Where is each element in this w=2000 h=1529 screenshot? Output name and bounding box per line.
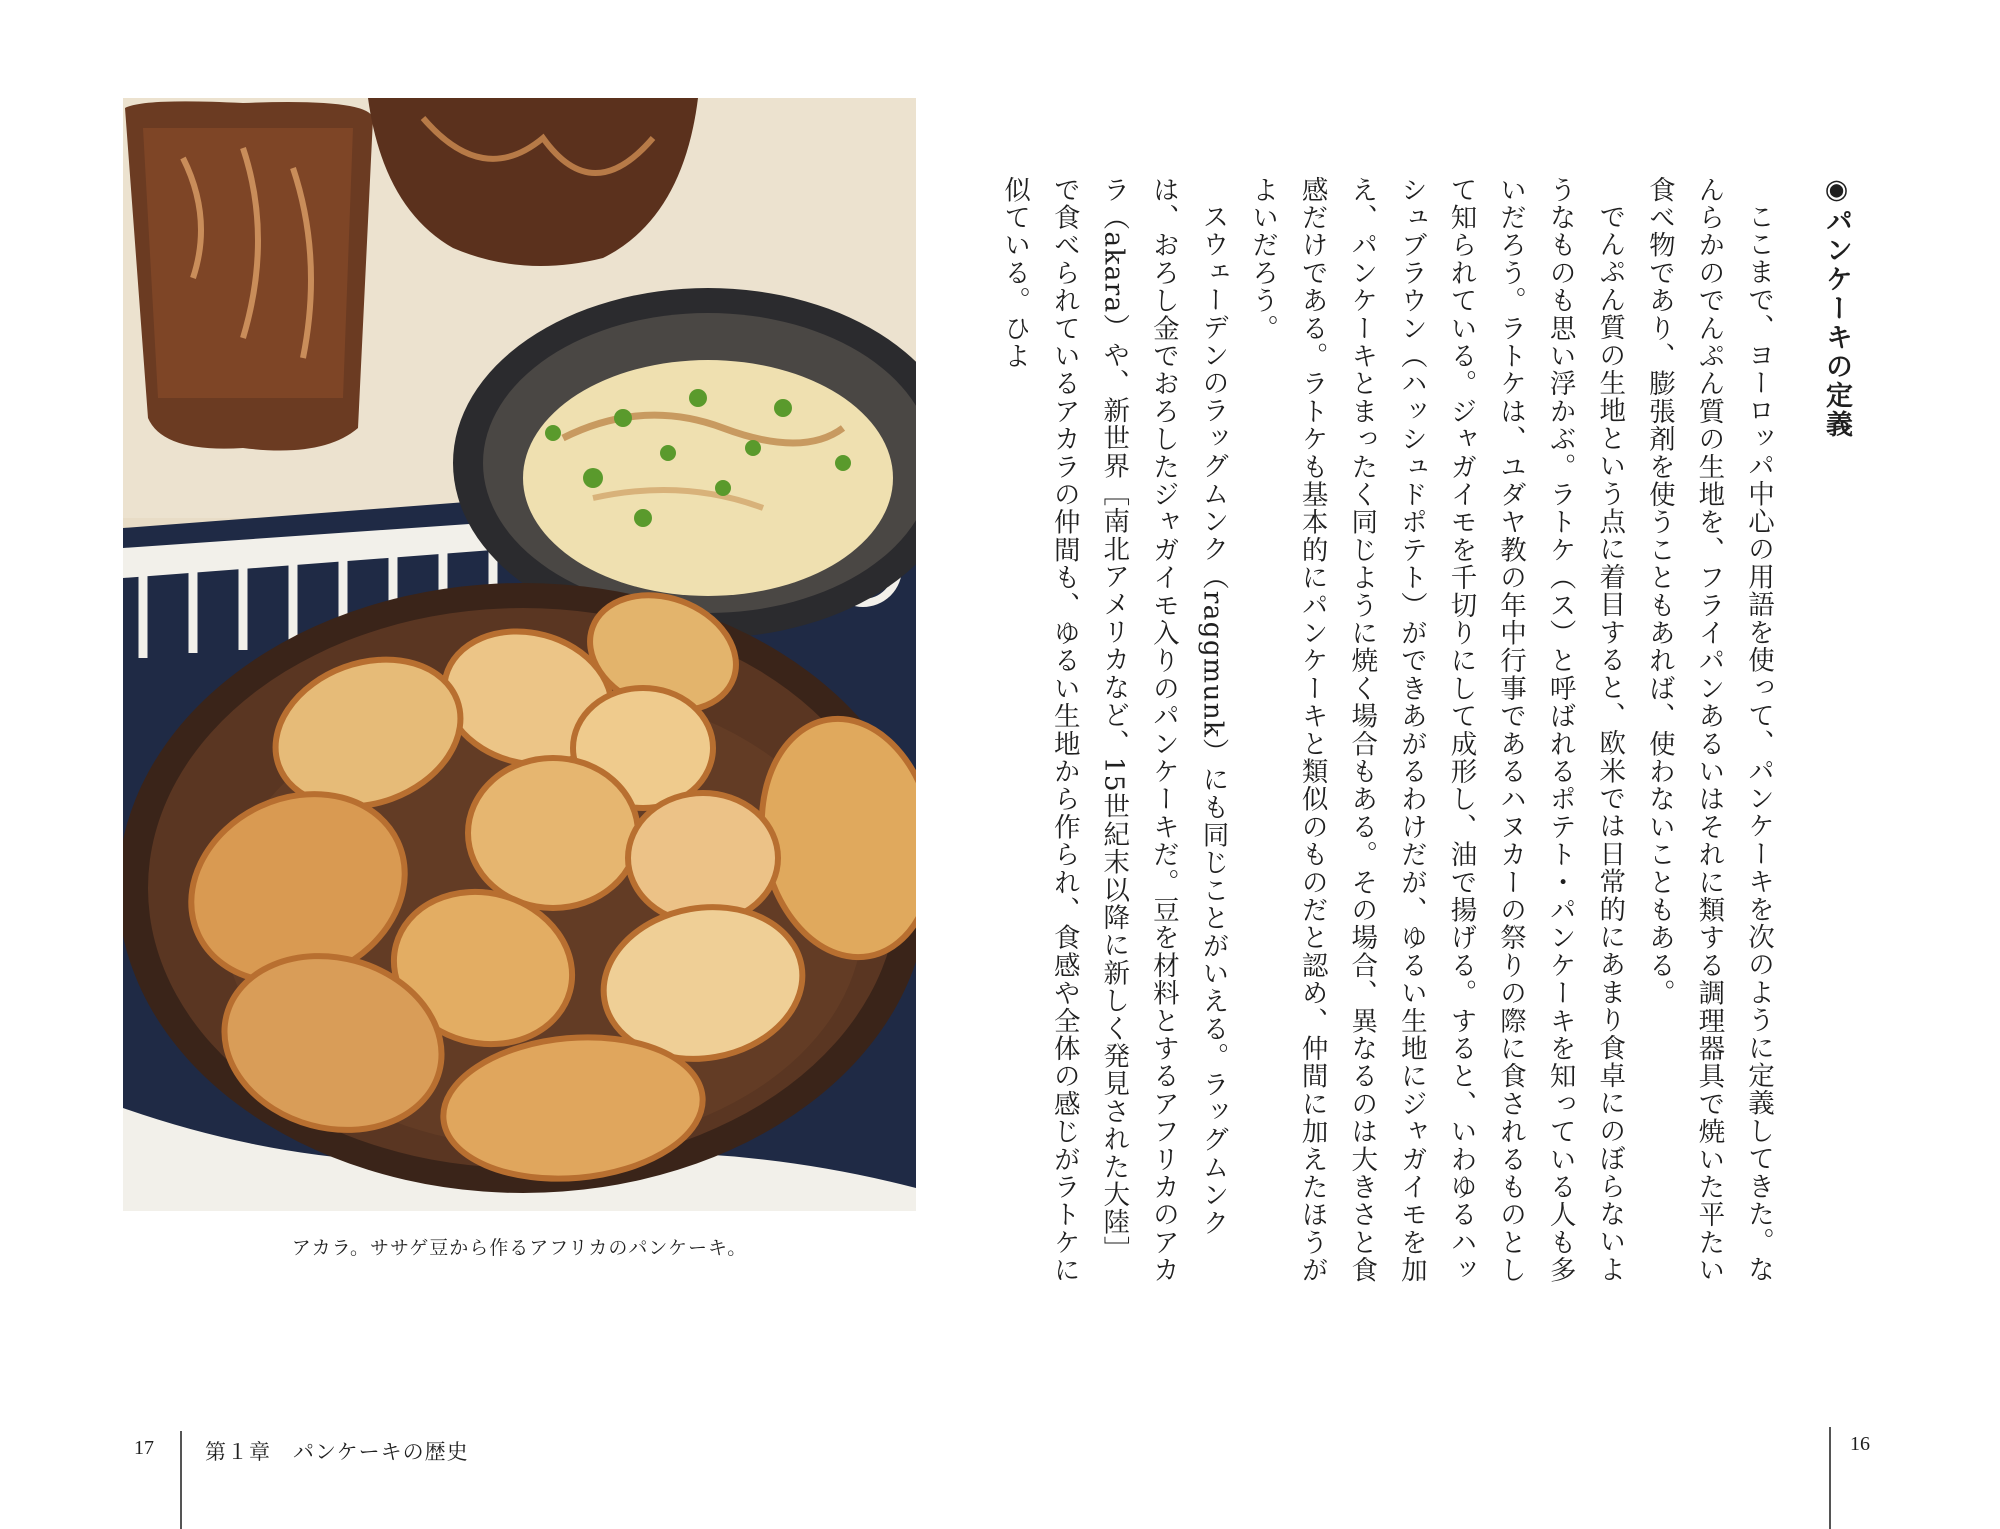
body-text xyxy=(990,176,1784,1286)
page-number-left: 17 xyxy=(134,1437,154,1459)
paragraph-2: でんぷん質の生地という点に着目すると、欧米では日常的にあまり食卓にのぼらないようなものも思い浮かぶ。ラトケ（ス）と呼ばれるポテト・パンケーキを知っている人も多いだろう。ラトケは、ユダヤ教の年中行事であるハヌカーの祭りの際に食されるものとして知られている。ジャガイモを千切りにして成形し、油で揚げる。すると、いわゆるハッシュブラウン（ハッシュドポテト）ができあがるわけだが、ゆるい生地にジャガイモを加え、パンケーキとまったく同じように焼く場合もある。その場合、異なるのは大きさと食感だけである。ラトケも基本的にパンケーキと類似のものだと認め、仲間に加えたほうがよいだろう。 xyxy=(1247,176,1626,1284)
footer-rule-right xyxy=(1829,1427,1831,1529)
footer-rule-left xyxy=(180,1431,182,1529)
running-head-chapter: 第１章 xyxy=(205,1440,271,1464)
section-heading: ◉パンケーキの定義 xyxy=(1821,174,1852,439)
running-head-title: パンケーキの歴史 xyxy=(293,1440,469,1464)
page-number-right: 16 xyxy=(1850,1433,1870,1455)
akara-photo-illustration xyxy=(123,98,916,1211)
photo-caption: アカラ。ササゲ豆から作るアフリカのパンケーキ。 xyxy=(291,1237,748,1259)
paragraph-1: ここまで、ヨーロッパ中心の用語を使って、パンケーキを次のように定義してきた。なんらかのでんぷん質の生地を、フライパンあるいはそれに類する調理器具で焼いた平たい食べ物であり、膨張剤を使うこともあれば、使わないこともある。 xyxy=(1643,176,1774,1284)
akara-photo xyxy=(123,98,916,1211)
running-head xyxy=(205,1436,491,1466)
paragraph-3: スウェーデンのラッグムンク（raggmunk）にも同じことがいえる。ラッグムンクは、おろし金でおろしたジャガイモ入りのパンケーキだ。豆を材料とするアフリカのアカラ（akara）や、新世界［南北アメリカなど、15世紀末以降に新しく発見された大陸］で食べられているアカラの仲間も、ゆるい生地から作られ、食感や全体の感じがラトケに似ている。ひよ xyxy=(999,176,1229,1284)
